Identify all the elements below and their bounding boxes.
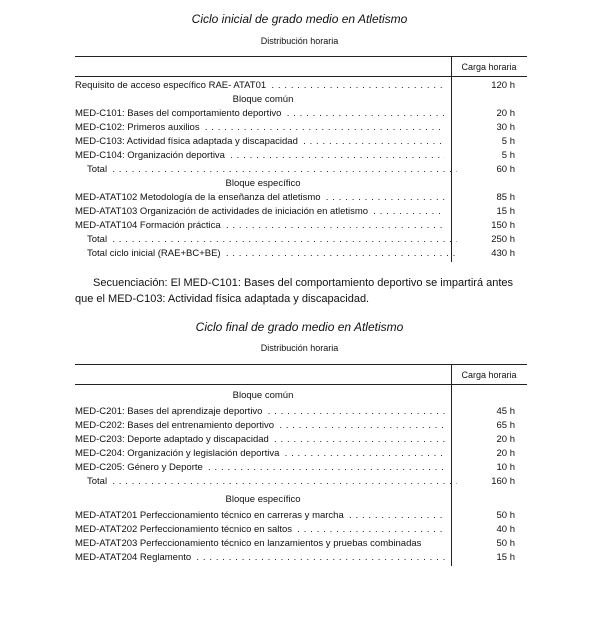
row-label: MED-C205: Género y Deporte . . . xyxy=(75,462,445,473)
table-top-rule xyxy=(75,56,527,57)
row-value: 430 h xyxy=(491,248,515,259)
bloque-especifico-heading: Bloque específico xyxy=(225,178,301,189)
row-value: 20 h xyxy=(496,434,515,445)
table-top-rule xyxy=(75,364,527,365)
section1-subtitle: Distribución horaria xyxy=(260,36,339,46)
row-label: MED-C204: Organización y legislación deportiva . . . xyxy=(75,448,445,459)
row-value: 15 h xyxy=(496,552,515,563)
table-header-rule xyxy=(75,384,527,385)
table-row xyxy=(75,510,527,524)
table-row-total xyxy=(75,476,527,490)
row-value: 5 h xyxy=(501,150,515,161)
table-row xyxy=(75,122,527,136)
row-value: 50 h xyxy=(496,538,515,549)
row-value: 85 h xyxy=(496,192,515,203)
table-row xyxy=(75,108,527,122)
column-header-carga: Carga horaria xyxy=(461,62,517,72)
table-inicial xyxy=(75,56,527,262)
row-value: 30 h xyxy=(496,122,515,133)
row-label: Total . . . xyxy=(75,234,457,245)
row-value: 250 h xyxy=(491,234,515,245)
row-value: 10 h xyxy=(496,462,515,473)
table-row xyxy=(75,150,527,164)
row-label: MED-C103: Actividad física adaptada y discapacidad . . . xyxy=(75,136,445,147)
table-row xyxy=(75,462,527,476)
row-value: 5 h xyxy=(501,136,515,147)
row-label: MED-ATAT202 Perfeccionamiento técnico en saltos . . . xyxy=(75,524,445,535)
table-row xyxy=(75,552,527,566)
table-row xyxy=(75,420,527,434)
section2-title: Ciclo final de grado medio en Atletismo xyxy=(195,320,404,334)
table-row-total xyxy=(75,234,527,248)
table-row xyxy=(75,524,527,538)
row-label: MED-C101: Bases del comportamiento deportivo . . . xyxy=(75,108,445,119)
row-label: MED-ATAT103 Organización de actividades de iniciación en atletismo . . . xyxy=(75,206,445,217)
table-row xyxy=(75,406,527,420)
bloque-comun-heading: Bloque común xyxy=(232,94,294,105)
table-row xyxy=(75,192,527,206)
row-label: MED-ATAT201 Perfeccionamiento técnico en carreras y marcha . . . xyxy=(75,510,445,521)
row-value: 20 h xyxy=(496,448,515,459)
table-row-total xyxy=(75,164,527,178)
row-value: 60 h xyxy=(496,164,515,175)
table-row xyxy=(75,220,527,234)
table-row-grand-total xyxy=(75,248,527,262)
row-value: 65 h xyxy=(496,420,515,431)
secuenciacion-paragraph: Secuenciación: El MED-C101: Bases del comportamiento deportivo se impartirá antes que el MED-C103: Actividad física adaptada y discapacidad. xyxy=(75,277,514,305)
row-label: Total ciclo inicial (RAE+BC+BE) . . . xyxy=(75,248,457,259)
row-label: MED-C104: Organización deportiva . . . xyxy=(75,150,445,161)
row-label: Requisito de acceso específico RAE- ATAT01 . . . xyxy=(75,80,445,91)
row-label: Total . . . xyxy=(75,164,457,175)
row-label: MED-ATAT104 Formación práctica . . . xyxy=(75,220,445,231)
table-row xyxy=(75,434,527,448)
section2-subtitle: Distribución horaria xyxy=(260,343,339,353)
row-label: MED-ATAT204 Reglamento . . . xyxy=(75,552,445,563)
table-row xyxy=(75,206,527,220)
row-label: MED-C201: Bases del aprendizaje deportivo . . . xyxy=(75,406,445,417)
row-label: Total . . . xyxy=(75,476,457,487)
row-value: 50 h xyxy=(496,510,515,521)
row-value: 45 h xyxy=(496,406,515,417)
bloque-especifico-heading: Bloque específico xyxy=(225,494,301,505)
table-row xyxy=(75,80,527,94)
row-value: 120 h xyxy=(491,80,515,91)
row-value: 20 h xyxy=(496,108,515,119)
bloque-comun-heading: Bloque común xyxy=(232,390,294,401)
row-label: MED-C102: Primeros auxilios . . . xyxy=(75,122,445,133)
table-header-rule xyxy=(75,76,527,77)
row-label: MED-ATAT102 Metodología de la enseñanza del atletismo . . . xyxy=(75,192,445,203)
table-final xyxy=(75,364,527,566)
table-row xyxy=(75,538,527,552)
table-row xyxy=(75,136,527,150)
section1-title: Ciclo inicial de grado medio en Atletismo xyxy=(191,12,408,26)
row-value: 15 h xyxy=(496,206,515,217)
row-value: 160 h xyxy=(491,476,515,487)
row-value: 150 h xyxy=(491,220,515,231)
table-row xyxy=(75,448,527,462)
row-label: MED-ATAT203 Perfeccionamiento técnico en lanzamientos y pruebas combinadas xyxy=(75,538,422,549)
column-header-carga: Carga horaria xyxy=(461,370,517,380)
row-value: 40 h xyxy=(496,524,515,535)
row-label: MED-C203: Deporte adaptado y discapacidad . . . xyxy=(75,434,445,445)
row-label: MED-C202: Bases del entrenamiento deportivo . . . xyxy=(75,420,445,431)
